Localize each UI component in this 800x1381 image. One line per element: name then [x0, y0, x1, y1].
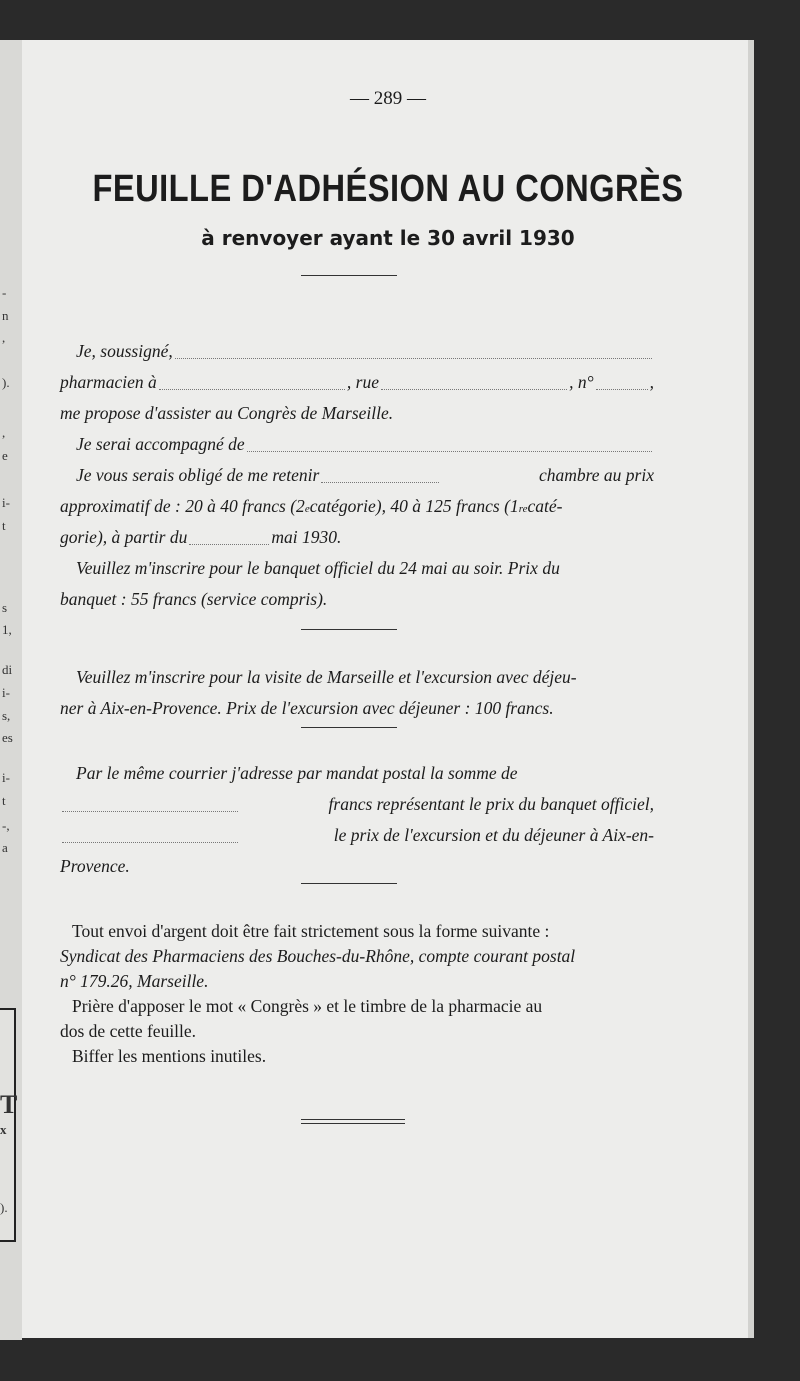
price-range-b: catégorie), 40 à 125 francs (1: [309, 496, 519, 516]
payment-line: [60, 789, 654, 820]
category-superscript: e: [304, 503, 310, 515]
number-field[interactable]: [596, 389, 648, 390]
form-line-congress: [60, 398, 654, 429]
name-field[interactable]: [175, 358, 652, 359]
excursion-price: ner à Aix-en-Provence. Prix de l'excursion avec déjeuner : 100 francs.: [60, 698, 554, 718]
margin-fragment: ).: [2, 375, 10, 390]
divider: [301, 275, 397, 276]
membership-form: [60, 336, 654, 615]
form-line-banquet-price: [60, 584, 654, 615]
margin-fragment: e: [2, 448, 8, 463]
payment-statement: Par le même courrier j'adresse par mandat postal la somme de: [76, 763, 518, 783]
room-request-label: Je vous serais obligé de me retenir: [76, 465, 320, 485]
margin-fragment: T: [0, 1090, 18, 1119]
margin-fragment: di: [2, 662, 13, 677]
pharmacist-label: pharmacien à: [60, 372, 157, 392]
margin-fragment: t: [2, 518, 6, 533]
banquet-request: Veuillez m'inscrire pour le banquet officiel du 24 mai au soir. Prix du: [76, 558, 560, 578]
companion-label: Je serai accompagné de: [76, 434, 245, 454]
price-range-c: caté-: [527, 496, 563, 516]
excursion-request: Veuillez m'inscrire pour la visite de Marseille et l'excursion avec déjeu-: [76, 667, 577, 687]
instruction-line: n° 179.26, Marseille.: [60, 971, 209, 991]
margin-fragment: s,: [2, 708, 11, 723]
margin-box-fragment: [0, 1008, 16, 1242]
form-line-room: [60, 460, 654, 491]
banquet-price: banquet : 55 francs (service compris).: [60, 589, 328, 609]
city-field[interactable]: [159, 389, 345, 390]
room-price-label: chambre au prix: [538, 465, 654, 485]
document-page: [22, 40, 754, 1338]
excursion-amount-field[interactable]: [62, 842, 238, 843]
payment-line: [60, 758, 654, 789]
payment-line: [60, 820, 654, 851]
closing-double-rule: [301, 1119, 405, 1120]
page-subtitle: à renvoyer ayant le 30 avril 1930: [201, 226, 575, 250]
margin-fragment: es: [2, 730, 13, 745]
category-superscript: re: [518, 503, 528, 515]
margin-fragment: i-: [2, 770, 10, 785]
margin-fragment: 1,: [2, 622, 12, 637]
form-line-price: [60, 491, 654, 522]
payment-line: [60, 851, 654, 882]
excursion-line: [60, 693, 654, 724]
provence-word: Provence.: [60, 856, 130, 876]
number-label: , n°: [569, 372, 594, 392]
margin-fragment: ).: [0, 1200, 8, 1215]
form-line-name: [60, 336, 654, 367]
divider: [301, 883, 397, 884]
margin-fragment: s: [2, 600, 8, 615]
divider: [301, 727, 397, 728]
margin-fragment: ,: [2, 425, 6, 440]
margin-fragment: n: [2, 308, 9, 323]
margin-fragment: -: [2, 285, 7, 300]
signatory-label: Je, soussigné,: [76, 341, 173, 361]
margin-fragment: i-: [2, 495, 10, 510]
margin-fragment: a: [2, 840, 8, 855]
street-label: , rue: [346, 372, 379, 392]
comma: ,: [649, 372, 654, 392]
instruction-line: Syndicat des Pharmaciens des Bouches-du-Rhône, compte courant postal: [60, 946, 576, 966]
instruction-line: Tout envoi d'argent doit être fait strictement sous la forme suivante :: [72, 921, 550, 941]
street-field[interactable]: [381, 389, 567, 390]
form-line-address: [60, 367, 654, 398]
date-field[interactable]: [189, 544, 269, 545]
payment-section: [60, 758, 654, 882]
amount-field[interactable]: [62, 811, 238, 812]
instruction-line: dos de cette feuille.: [60, 1021, 197, 1041]
instruction-line: Biffer les mentions inutiles.: [72, 1046, 267, 1066]
margin-fragment: t: [2, 793, 6, 808]
margin-fragment: -,: [2, 818, 10, 833]
page-number: — 289 —: [350, 88, 426, 109]
banquet-amount-label: francs représentant le prix du banquet officiel,: [328, 794, 654, 814]
companion-field[interactable]: [247, 451, 652, 452]
facing-page-edge: [0, 40, 22, 1340]
form-line-companion: [60, 429, 654, 460]
divider: [301, 629, 397, 630]
margin-fragment: ,: [2, 330, 6, 345]
room-field[interactable]: [321, 482, 439, 483]
excursion-section: [60, 662, 654, 724]
price-range-a: approximatif de : 20 à 40 francs (2: [60, 496, 305, 516]
margin-fragment: i-: [2, 685, 10, 700]
form-line-date: [60, 522, 654, 553]
date-label: gorie), à partir du: [60, 527, 188, 547]
margin-fragment: x: [0, 1122, 7, 1137]
instructions-section: [60, 919, 654, 1069]
excursion-line: [60, 662, 654, 693]
congress-statement: me propose d'assister au Congrès de Marseille.: [60, 403, 394, 423]
month-label: mai 1930.: [271, 527, 342, 547]
instruction-line: Prière d'apposer le mot « Congrès » et le timbre de la pharmacie au: [72, 996, 543, 1016]
form-line-banquet: [60, 553, 654, 584]
excursion-amount-label: le prix de l'excursion et du déjeuner à Aix-en-: [333, 825, 654, 845]
page-title: FEUILLE D'ADHÉSION AU CONGRÈS: [92, 168, 684, 210]
